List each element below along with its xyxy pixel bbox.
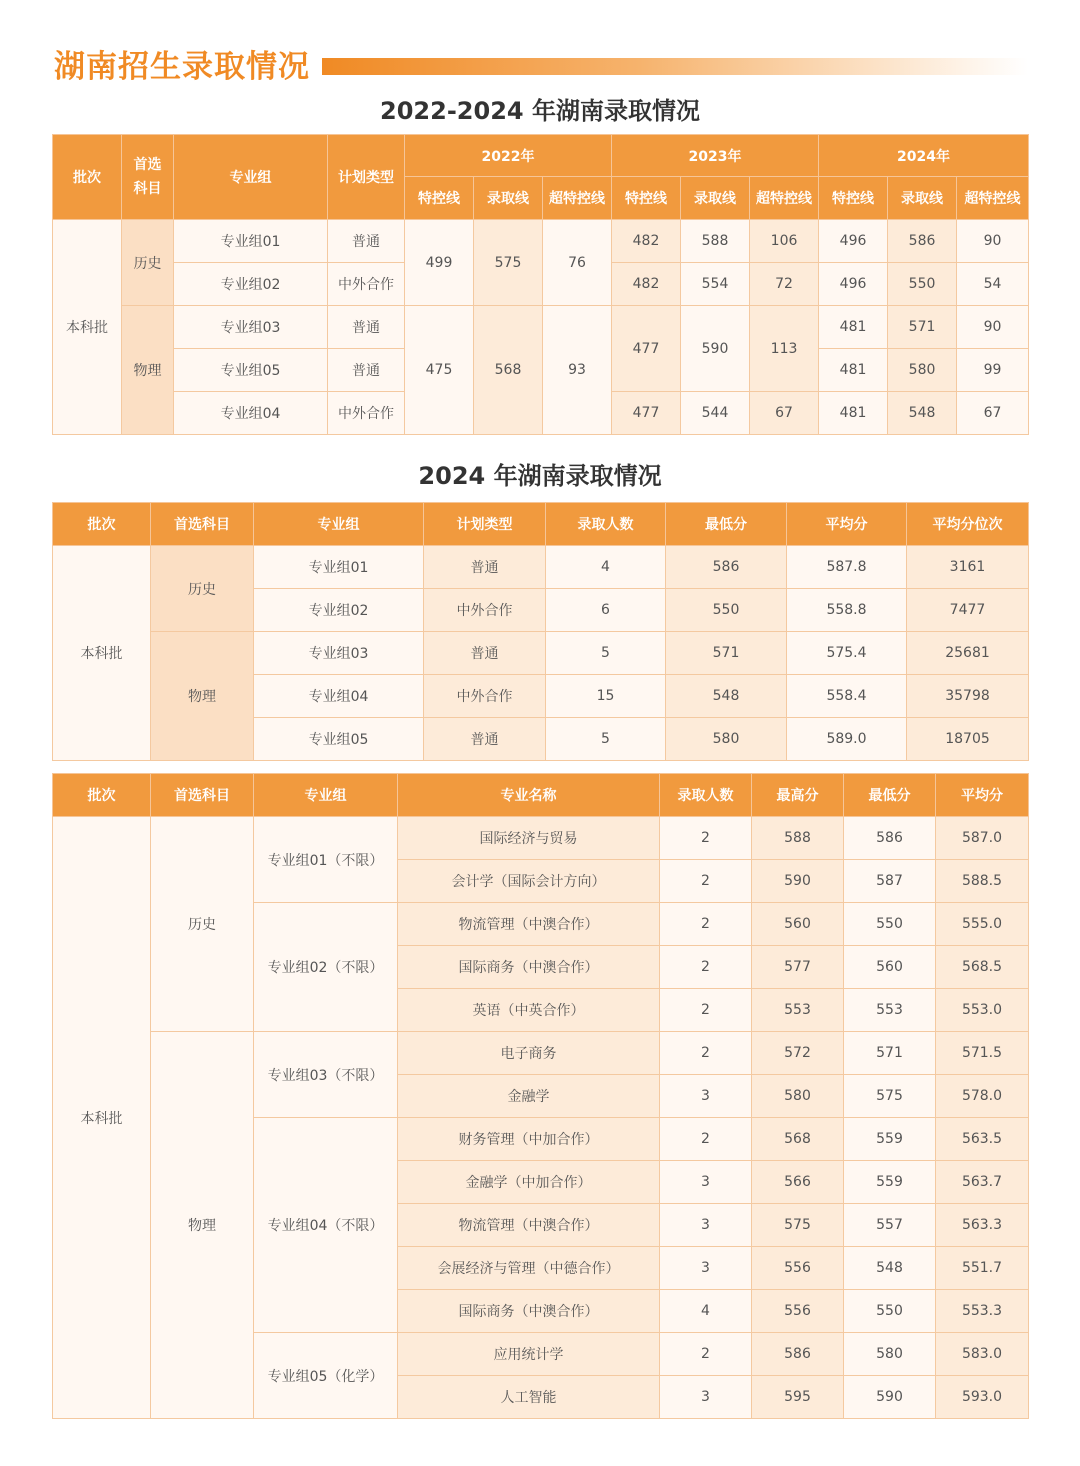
group-cell: 专业组01（不限） <box>254 817 398 903</box>
max-score-cell: 556 <box>752 1290 844 1333</box>
table-row <box>53 220 1029 263</box>
min-score-cell: 580 <box>844 1333 936 1376</box>
subheader-ct: 超特控线 <box>750 177 819 220</box>
title-decoration-bar <box>322 58 1028 75</box>
major-cell: 国际经济与贸易 <box>398 817 660 860</box>
header-subject: 首选科目 <box>151 503 254 546</box>
max-score-cell: 577 <box>752 946 844 989</box>
tk-2023-cell: 482 <box>612 220 681 263</box>
major-cell: 物流管理（中澳合作） <box>398 1204 660 1247</box>
lq-2022-cell: 575 <box>474 220 543 306</box>
max-score-cell: 588 <box>752 817 844 860</box>
count-cell: 15 <box>546 675 666 718</box>
ct-2022-cell: 93 <box>543 306 612 435</box>
plan-type-cell: 中外合作 <box>328 392 405 435</box>
tk-2024-cell: 481 <box>819 306 888 349</box>
plan-type-cell: 普通 <box>424 632 546 675</box>
group-cell: 专业组03（不限） <box>254 1032 398 1118</box>
tk-2024-cell: 496 <box>819 263 888 306</box>
subject-cell: 物理 <box>151 632 254 761</box>
group-cell: 专业组02 <box>174 263 328 306</box>
group-cell: 专业组03 <box>174 306 328 349</box>
count-cell: 2 <box>660 860 752 903</box>
subject-cell: 历史 <box>151 817 254 1032</box>
header-avg-score: 平均分 <box>787 503 907 546</box>
count-cell: 2 <box>660 903 752 946</box>
tk-2024-cell: 496 <box>819 220 888 263</box>
batch-cell: 本科批 <box>53 817 151 1419</box>
group-cell: 专业组03 <box>254 632 424 675</box>
subheader-tk: 特控线 <box>612 177 681 220</box>
count-cell: 3 <box>660 1376 752 1419</box>
group-cell: 专业组05 <box>174 349 328 392</box>
admission-table-2024 <box>52 502 1029 761</box>
subject-cell: 物理 <box>151 1032 254 1419</box>
min-score-cell: 548 <box>844 1247 936 1290</box>
major-admission-table <box>52 773 1029 1419</box>
tk-2024-cell: 481 <box>819 392 888 435</box>
subheader-lq: 录取线 <box>681 177 750 220</box>
count-cell: 2 <box>660 817 752 860</box>
lq-2024-cell: 580 <box>888 349 957 392</box>
header-plan-type: 计划类型 <box>424 503 546 546</box>
count-cell: 2 <box>660 989 752 1032</box>
min-score-cell: 586 <box>666 546 787 589</box>
subheader-tk: 特控线 <box>819 177 888 220</box>
count-cell: 4 <box>546 546 666 589</box>
subheader-lq: 录取线 <box>474 177 543 220</box>
group-cell: 专业组02（不限） <box>254 903 398 1032</box>
major-cell: 金融学 <box>398 1075 660 1118</box>
ct-2023-cell: 106 <box>750 220 819 263</box>
min-score-cell: 575 <box>844 1075 936 1118</box>
avg-score-cell: 558.8 <box>787 589 907 632</box>
header-group: 专业组 <box>174 135 328 220</box>
min-score-cell: 559 <box>844 1118 936 1161</box>
max-score-cell: 595 <box>752 1376 844 1419</box>
subheader-lq: 录取线 <box>888 177 957 220</box>
min-score-cell: 586 <box>844 817 936 860</box>
header-avg-score: 平均分 <box>936 774 1029 817</box>
major-cell: 会展经济与管理（中德合作） <box>398 1247 660 1290</box>
group-cell: 专业组05（化学） <box>254 1333 398 1419</box>
major-cell: 电子商务 <box>398 1032 660 1075</box>
min-score-cell: 560 <box>844 946 936 989</box>
avg-rank-cell: 35798 <box>907 675 1029 718</box>
tk-2023-cell: 477 <box>612 306 681 392</box>
lq-2024-cell: 550 <box>888 263 957 306</box>
major-cell: 物流管理（中澳合作） <box>398 903 660 946</box>
header-count: 录取人数 <box>546 503 666 546</box>
subject-cell: 历史 <box>122 220 174 306</box>
count-cell: 3 <box>660 1247 752 1290</box>
header-year-2023: 2023年 <box>612 135 819 177</box>
group-cell: 专业组01 <box>174 220 328 263</box>
ct-2024-cell: 90 <box>957 306 1029 349</box>
avg-score-cell: 588.5 <box>936 860 1029 903</box>
max-score-cell: 568 <box>752 1118 844 1161</box>
major-cell: 财务管理（中加合作） <box>398 1118 660 1161</box>
min-score-cell: 550 <box>666 589 787 632</box>
avg-rank-cell: 3161 <box>907 546 1029 589</box>
ct-2023-cell: 72 <box>750 263 819 306</box>
lq-2024-cell: 586 <box>888 220 957 263</box>
major-cell: 国际商务（中澳合作） <box>398 1290 660 1333</box>
major-cell: 人工智能 <box>398 1376 660 1419</box>
section1-title: 2022-2024 年湖南录取情况 <box>380 97 700 125</box>
count-cell: 6 <box>546 589 666 632</box>
min-score-cell: 559 <box>844 1161 936 1204</box>
header-group: 专业组 <box>254 503 424 546</box>
avg-score-cell: 575.4 <box>787 632 907 675</box>
min-score-cell: 553 <box>844 989 936 1032</box>
tk-2023-cell: 482 <box>612 263 681 306</box>
min-score-cell: 571 <box>844 1032 936 1075</box>
header-major: 专业名称 <box>398 774 660 817</box>
ct-2022-cell: 76 <box>543 220 612 306</box>
tk-2024-cell: 481 <box>819 349 888 392</box>
plan-type-cell: 普通 <box>328 306 405 349</box>
count-cell: 2 <box>660 946 752 989</box>
max-score-cell: 556 <box>752 1247 844 1290</box>
lq-2023-cell: 588 <box>681 220 750 263</box>
avg-score-cell: 589.0 <box>787 718 907 761</box>
count-cell: 3 <box>660 1204 752 1247</box>
page-title: 湖南招生录取情况 <box>54 49 310 85</box>
tk-2022-cell: 475 <box>405 306 474 435</box>
subject-cell: 历史 <box>151 546 254 632</box>
ct-2023-cell: 67 <box>750 392 819 435</box>
group-cell: 专业组04 <box>174 392 328 435</box>
major-cell: 会计学（国际会计方向） <box>398 860 660 903</box>
lq-2024-cell: 571 <box>888 306 957 349</box>
min-score-cell: 587 <box>844 860 936 903</box>
avg-score-cell: 555.0 <box>936 903 1029 946</box>
avg-rank-cell: 7477 <box>907 589 1029 632</box>
plan-type-cell: 普通 <box>424 718 546 761</box>
lq-2023-cell: 554 <box>681 263 750 306</box>
avg-score-cell: 563.7 <box>936 1161 1029 1204</box>
avg-score-cell: 558.4 <box>787 675 907 718</box>
header-plan-type: 计划类型 <box>328 135 405 220</box>
header-year-2024: 2024年 <box>819 135 1029 177</box>
min-score-cell: 548 <box>666 675 787 718</box>
group-cell: 专业组02 <box>254 589 424 632</box>
header-max-score: 最高分 <box>752 774 844 817</box>
max-score-cell: 590 <box>752 860 844 903</box>
lq-2023-cell: 590 <box>681 306 750 392</box>
min-score-cell: 557 <box>844 1204 936 1247</box>
header-batch: 批次 <box>53 503 151 546</box>
major-cell: 英语（中英合作） <box>398 989 660 1032</box>
header-batch: 批次 <box>53 774 151 817</box>
count-cell: 2 <box>660 1118 752 1161</box>
count-cell: 3 <box>660 1075 752 1118</box>
ct-2024-cell: 90 <box>957 220 1029 263</box>
max-score-cell: 575 <box>752 1204 844 1247</box>
avg-score-cell: 563.3 <box>936 1204 1029 1247</box>
avg-score-cell: 587.0 <box>936 817 1029 860</box>
ct-2024-cell: 99 <box>957 349 1029 392</box>
table-row <box>53 546 1029 589</box>
count-cell: 3 <box>660 1161 752 1204</box>
subheader-ct: 超特控线 <box>543 177 612 220</box>
tk-2022-cell: 499 <box>405 220 474 306</box>
avg-rank-cell: 25681 <box>907 632 1029 675</box>
plan-type-cell: 普通 <box>328 349 405 392</box>
header-avg-rank: 平均分位次 <box>907 503 1029 546</box>
ct-2023-cell: 113 <box>750 306 819 392</box>
avg-score-cell: 571.5 <box>936 1032 1029 1075</box>
count-cell: 5 <box>546 718 666 761</box>
plan-type-cell: 中外合作 <box>424 589 546 632</box>
major-cell: 国际商务（中澳合作） <box>398 946 660 989</box>
min-score-cell: 550 <box>844 903 936 946</box>
plan-type-cell: 中外合作 <box>328 263 405 306</box>
batch-cell: 本科批 <box>53 220 122 435</box>
lq-2024-cell: 548 <box>888 392 957 435</box>
group-cell: 专业组01 <box>254 546 424 589</box>
max-score-cell: 553 <box>752 989 844 1032</box>
batch-cell: 本科批 <box>53 546 151 761</box>
table-row <box>53 817 1029 860</box>
header-year-2022: 2022年 <box>405 135 612 177</box>
plan-type-cell: 中外合作 <box>424 675 546 718</box>
section2-title: 2024 年湖南录取情况 <box>418 462 662 490</box>
avg-score-cell: 563.5 <box>936 1118 1029 1161</box>
max-score-cell: 586 <box>752 1333 844 1376</box>
major-cell: 应用统计学 <box>398 1333 660 1376</box>
avg-score-cell: 587.8 <box>787 546 907 589</box>
count-cell: 2 <box>660 1333 752 1376</box>
admission-table-2022-2024 <box>52 134 1029 435</box>
major-cell: 金融学（中加合作） <box>398 1161 660 1204</box>
max-score-cell: 572 <box>752 1032 844 1075</box>
tk-2023-cell: 477 <box>612 392 681 435</box>
table-row <box>53 1032 1029 1075</box>
avg-score-cell: 578.0 <box>936 1075 1029 1118</box>
avg-score-cell: 553.0 <box>936 989 1029 1032</box>
count-cell: 2 <box>660 1032 752 1075</box>
plan-type-cell: 普通 <box>424 546 546 589</box>
avg-score-cell: 553.3 <box>936 1290 1029 1333</box>
lq-2022-cell: 568 <box>474 306 543 435</box>
plan-type-cell: 普通 <box>328 220 405 263</box>
group-cell: 专业组04 <box>254 675 424 718</box>
max-score-cell: 560 <box>752 903 844 946</box>
max-score-cell: 566 <box>752 1161 844 1204</box>
header-count: 录取人数 <box>660 774 752 817</box>
min-score-cell: 550 <box>844 1290 936 1333</box>
max-score-cell: 580 <box>752 1075 844 1118</box>
avg-score-cell: 593.0 <box>936 1376 1029 1419</box>
subheader-tk: 特控线 <box>405 177 474 220</box>
table-row <box>53 632 1029 675</box>
header-min-score: 最低分 <box>666 503 787 546</box>
table-row <box>53 306 1029 349</box>
min-score-cell: 580 <box>666 718 787 761</box>
ct-2024-cell: 67 <box>957 392 1029 435</box>
min-score-cell: 590 <box>844 1376 936 1419</box>
avg-score-cell: 583.0 <box>936 1333 1029 1376</box>
header-batch: 批次 <box>53 135 122 220</box>
header-subject: 首选 科目 <box>122 135 174 220</box>
group-cell: 专业组05 <box>254 718 424 761</box>
avg-score-cell: 551.7 <box>936 1247 1029 1290</box>
lq-2023-cell: 544 <box>681 392 750 435</box>
subheader-ct: 超特控线 <box>957 177 1029 220</box>
min-score-cell: 571 <box>666 632 787 675</box>
count-cell: 5 <box>546 632 666 675</box>
subject-cell: 物理 <box>122 306 174 435</box>
avg-rank-cell: 18705 <box>907 718 1029 761</box>
header-subject: 首选科目 <box>151 774 254 817</box>
header-min-score: 最低分 <box>844 774 936 817</box>
ct-2024-cell: 54 <box>957 263 1029 306</box>
header-group: 专业组 <box>254 774 398 817</box>
avg-score-cell: 568.5 <box>936 946 1029 989</box>
group-cell: 专业组04（不限） <box>254 1118 398 1333</box>
count-cell: 4 <box>660 1290 752 1333</box>
